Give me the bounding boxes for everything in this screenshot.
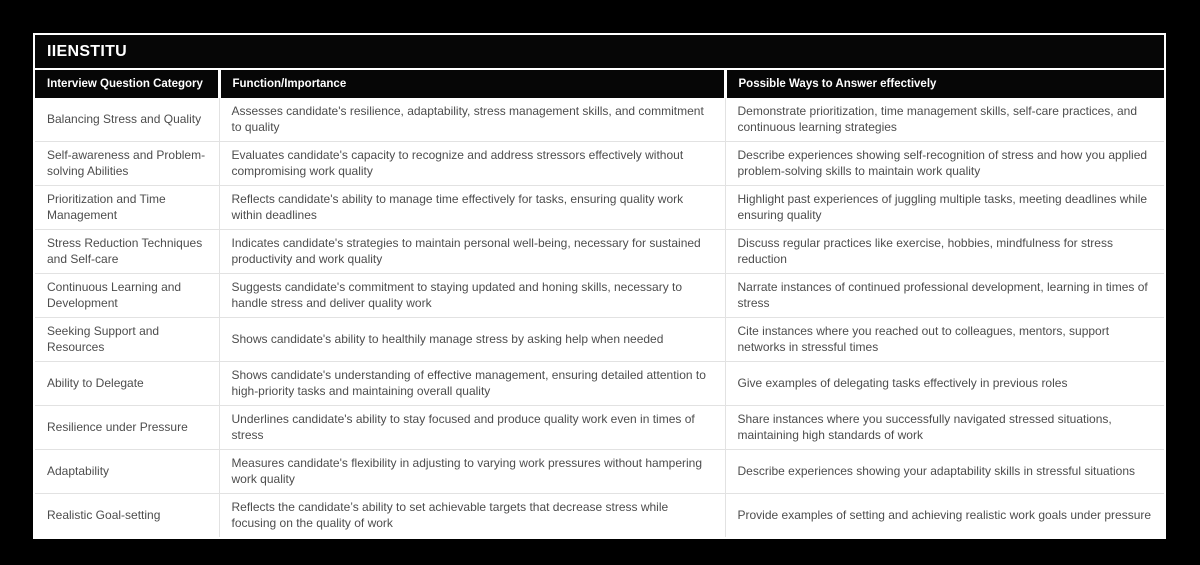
cell-function: Shows candidate's ability to healthily manage stress by asking help when needed xyxy=(219,318,725,362)
table-row xyxy=(35,142,1164,186)
table-card xyxy=(33,33,1166,539)
table-row xyxy=(35,186,1164,230)
cell-answer: Share instances where you successfully navigated stressed situations, maintaining high standards of work xyxy=(725,406,1164,450)
col-header-function: Function/Importance xyxy=(219,70,725,98)
cell-function: Underlines candidate's ability to stay focused and produce quality work even in times of stress xyxy=(219,406,725,450)
cell-function: Evaluates candidate's capacity to recognize and address stressors effectively without compromising work quality xyxy=(219,142,725,186)
table-row xyxy=(35,230,1164,274)
cell-answer: Highlight past experiences of juggling multiple tasks, meeting deadlines while ensuring quality xyxy=(725,186,1164,230)
cell-category: Stress Reduction Techniques and Self-care xyxy=(35,230,219,274)
cell-function: Suggests candidate's commitment to staying updated and honing skills, necessary to handle stress and deliver quality work xyxy=(219,274,725,318)
cell-category: Ability to Delegate xyxy=(35,362,219,406)
table-row xyxy=(35,318,1164,362)
cell-category: Continuous Learning and Development xyxy=(35,274,219,318)
cell-function: Shows candidate's understanding of effective management, ensuring detailed attention to high-priority tasks and maintaining overall quality xyxy=(219,362,725,406)
cell-category: Seeking Support and Resources xyxy=(35,318,219,362)
cell-answer: Describe experiences showing self-recognition of stress and how you applied problem-solving skills to maintain work quality xyxy=(725,142,1164,186)
cell-answer: Provide examples of setting and achieving realistic work goals under pressure xyxy=(725,494,1164,538)
cell-answer: Narrate instances of continued professional development, learning in times of stress xyxy=(725,274,1164,318)
cell-category: Adaptability xyxy=(35,450,219,494)
cell-answer: Give examples of delegating tasks effectively in previous roles xyxy=(725,362,1164,406)
table-row xyxy=(35,450,1164,494)
header-row xyxy=(35,70,1164,98)
table-row xyxy=(35,406,1164,450)
cell-function: Indicates candidate's strategies to maintain personal well-being, necessary for sustained productivity and work quality xyxy=(219,230,725,274)
cell-function: Assesses candidate's resilience, adaptability, stress management skills, and commitment to quality xyxy=(219,98,725,142)
cell-category: Prioritization and Time Management xyxy=(35,186,219,230)
table-row xyxy=(35,98,1164,142)
cell-category: Realistic Goal-setting xyxy=(35,494,219,538)
cell-function: Reflects candidate's ability to manage time effectively for tasks, ensuring quality work within deadlines xyxy=(219,186,725,230)
table-row xyxy=(35,274,1164,318)
cell-answer: Demonstrate prioritization, time management skills, self-care practices, and continuous learning strategies xyxy=(725,98,1164,142)
brand-title: IIENSTITU xyxy=(47,43,128,60)
cell-answer: Describe experiences showing your adaptability skills in stressful situations xyxy=(725,450,1164,494)
interview-question-table xyxy=(35,70,1164,537)
cell-answer: Discuss regular practices like exercise, hobbies, mindfulness for stress reduction xyxy=(725,230,1164,274)
brand-bar xyxy=(35,35,1164,68)
table-row xyxy=(35,494,1164,538)
table-row xyxy=(35,362,1164,406)
col-header-category: Interview Question Category xyxy=(35,70,219,98)
cell-category: Self-awareness and Problem-solving Abilities xyxy=(35,142,219,186)
cell-answer: Cite instances where you reached out to colleagues, mentors, support networks in stressful times xyxy=(725,318,1164,362)
col-header-answer: Possible Ways to Answer effectively xyxy=(725,70,1164,98)
cell-category: Balancing Stress and Quality xyxy=(47,111,202,126)
cell-category: Resilience under Pressure xyxy=(35,406,219,450)
cell-function: Reflects the candidate’s ability to set achievable targets that decrease stress while focusing on the quality of work xyxy=(219,494,725,538)
cell-function: Measures candidate's flexibility in adjusting to varying work pressures without hampering work quality xyxy=(219,450,725,494)
